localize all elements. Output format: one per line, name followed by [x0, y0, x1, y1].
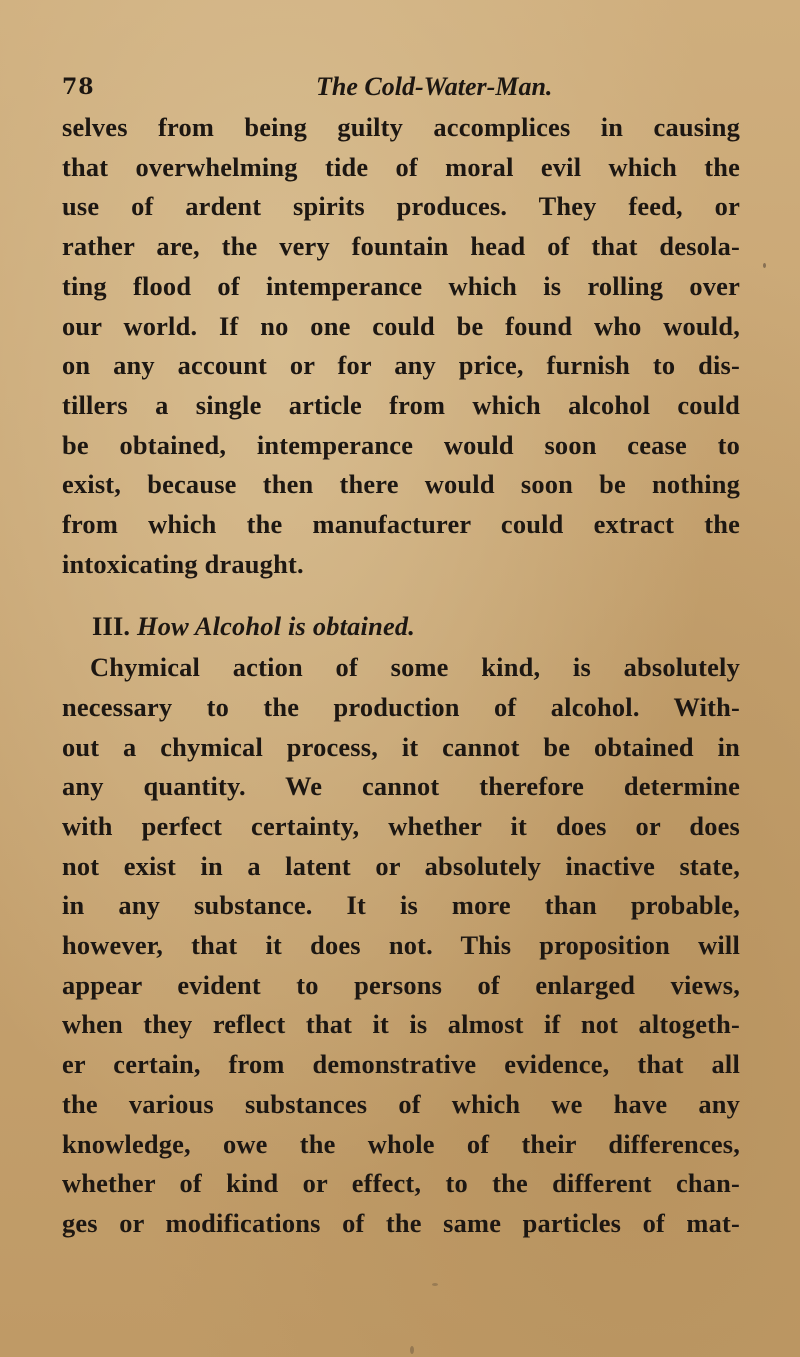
- text-line: with perfect certainty, whether it does or does: [62, 810, 740, 841]
- text-line: however, that it does not. This proposition will: [62, 930, 740, 961]
- paragraph-2: [62, 648, 740, 1244]
- text-line: intoxicating draught.: [62, 548, 304, 579]
- text-line: tillers a single article from which alcohol could: [62, 389, 740, 420]
- text-line: from which the manufacturer could extract the: [62, 509, 740, 540]
- section-heading: [62, 607, 740, 647]
- paper-speck: [432, 1283, 438, 1286]
- paragraph-1: [62, 108, 740, 584]
- section-title: How Alcohol is obtained.: [137, 611, 416, 642]
- text-line: necessary to the production of alcohol. With-: [62, 691, 740, 722]
- text-line: er certain, from demonstrative evidence, that all: [62, 1049, 740, 1080]
- text-line: be obtained, intemperance would soon cease to: [62, 429, 740, 460]
- text-line: when they reflect that it is almost if not altogeth-: [62, 1009, 740, 1040]
- page-number: 78: [62, 74, 95, 100]
- paper-speck: [763, 263, 766, 268]
- text-line: ges or modifications of the same particles of mat-: [62, 1207, 740, 1238]
- text-line: exist, because then there would soon be nothing: [62, 469, 740, 500]
- text-line: appear evident to persons of enlarged views,: [62, 969, 740, 1000]
- running-title: The Cold-Water-Man.: [316, 72, 553, 101]
- text-line: use of ardent spirits produces. They feed, or: [62, 191, 740, 222]
- text-line: our world. If no one could be found who would,: [62, 310, 740, 341]
- text-line: the various substances of which we have any: [62, 1088, 740, 1119]
- body-text: [62, 108, 740, 1244]
- text-line: in any substance. It is more than probable,: [62, 890, 740, 921]
- text-line: not exist in a latent or absolutely inactive state,: [62, 850, 740, 881]
- text-line: any quantity. We cannot therefore determine: [62, 771, 740, 802]
- text-line: knowledge, owe the whole of their differences,: [62, 1128, 740, 1159]
- text-line: Chymical action of some kind, is absolutely: [90, 652, 740, 683]
- paper-speck: [410, 1346, 414, 1354]
- text-line: rather are, the very fountain head of that desola-: [62, 231, 740, 262]
- text-line: that overwhelming tide of moral evil which the: [62, 151, 740, 182]
- section-numeral: III.: [92, 611, 131, 642]
- text-line: whether of kind or effect, to the different chan-: [62, 1168, 740, 1199]
- text-line: on any account or for any price, furnish to dis-: [62, 350, 740, 381]
- text-line: out a chymical process, it cannot be obtained in: [62, 731, 740, 762]
- text-line: ting flood of intemperance which is rolling over: [62, 270, 740, 301]
- text-line: selves from being guilty accomplices in causing: [62, 112, 740, 142]
